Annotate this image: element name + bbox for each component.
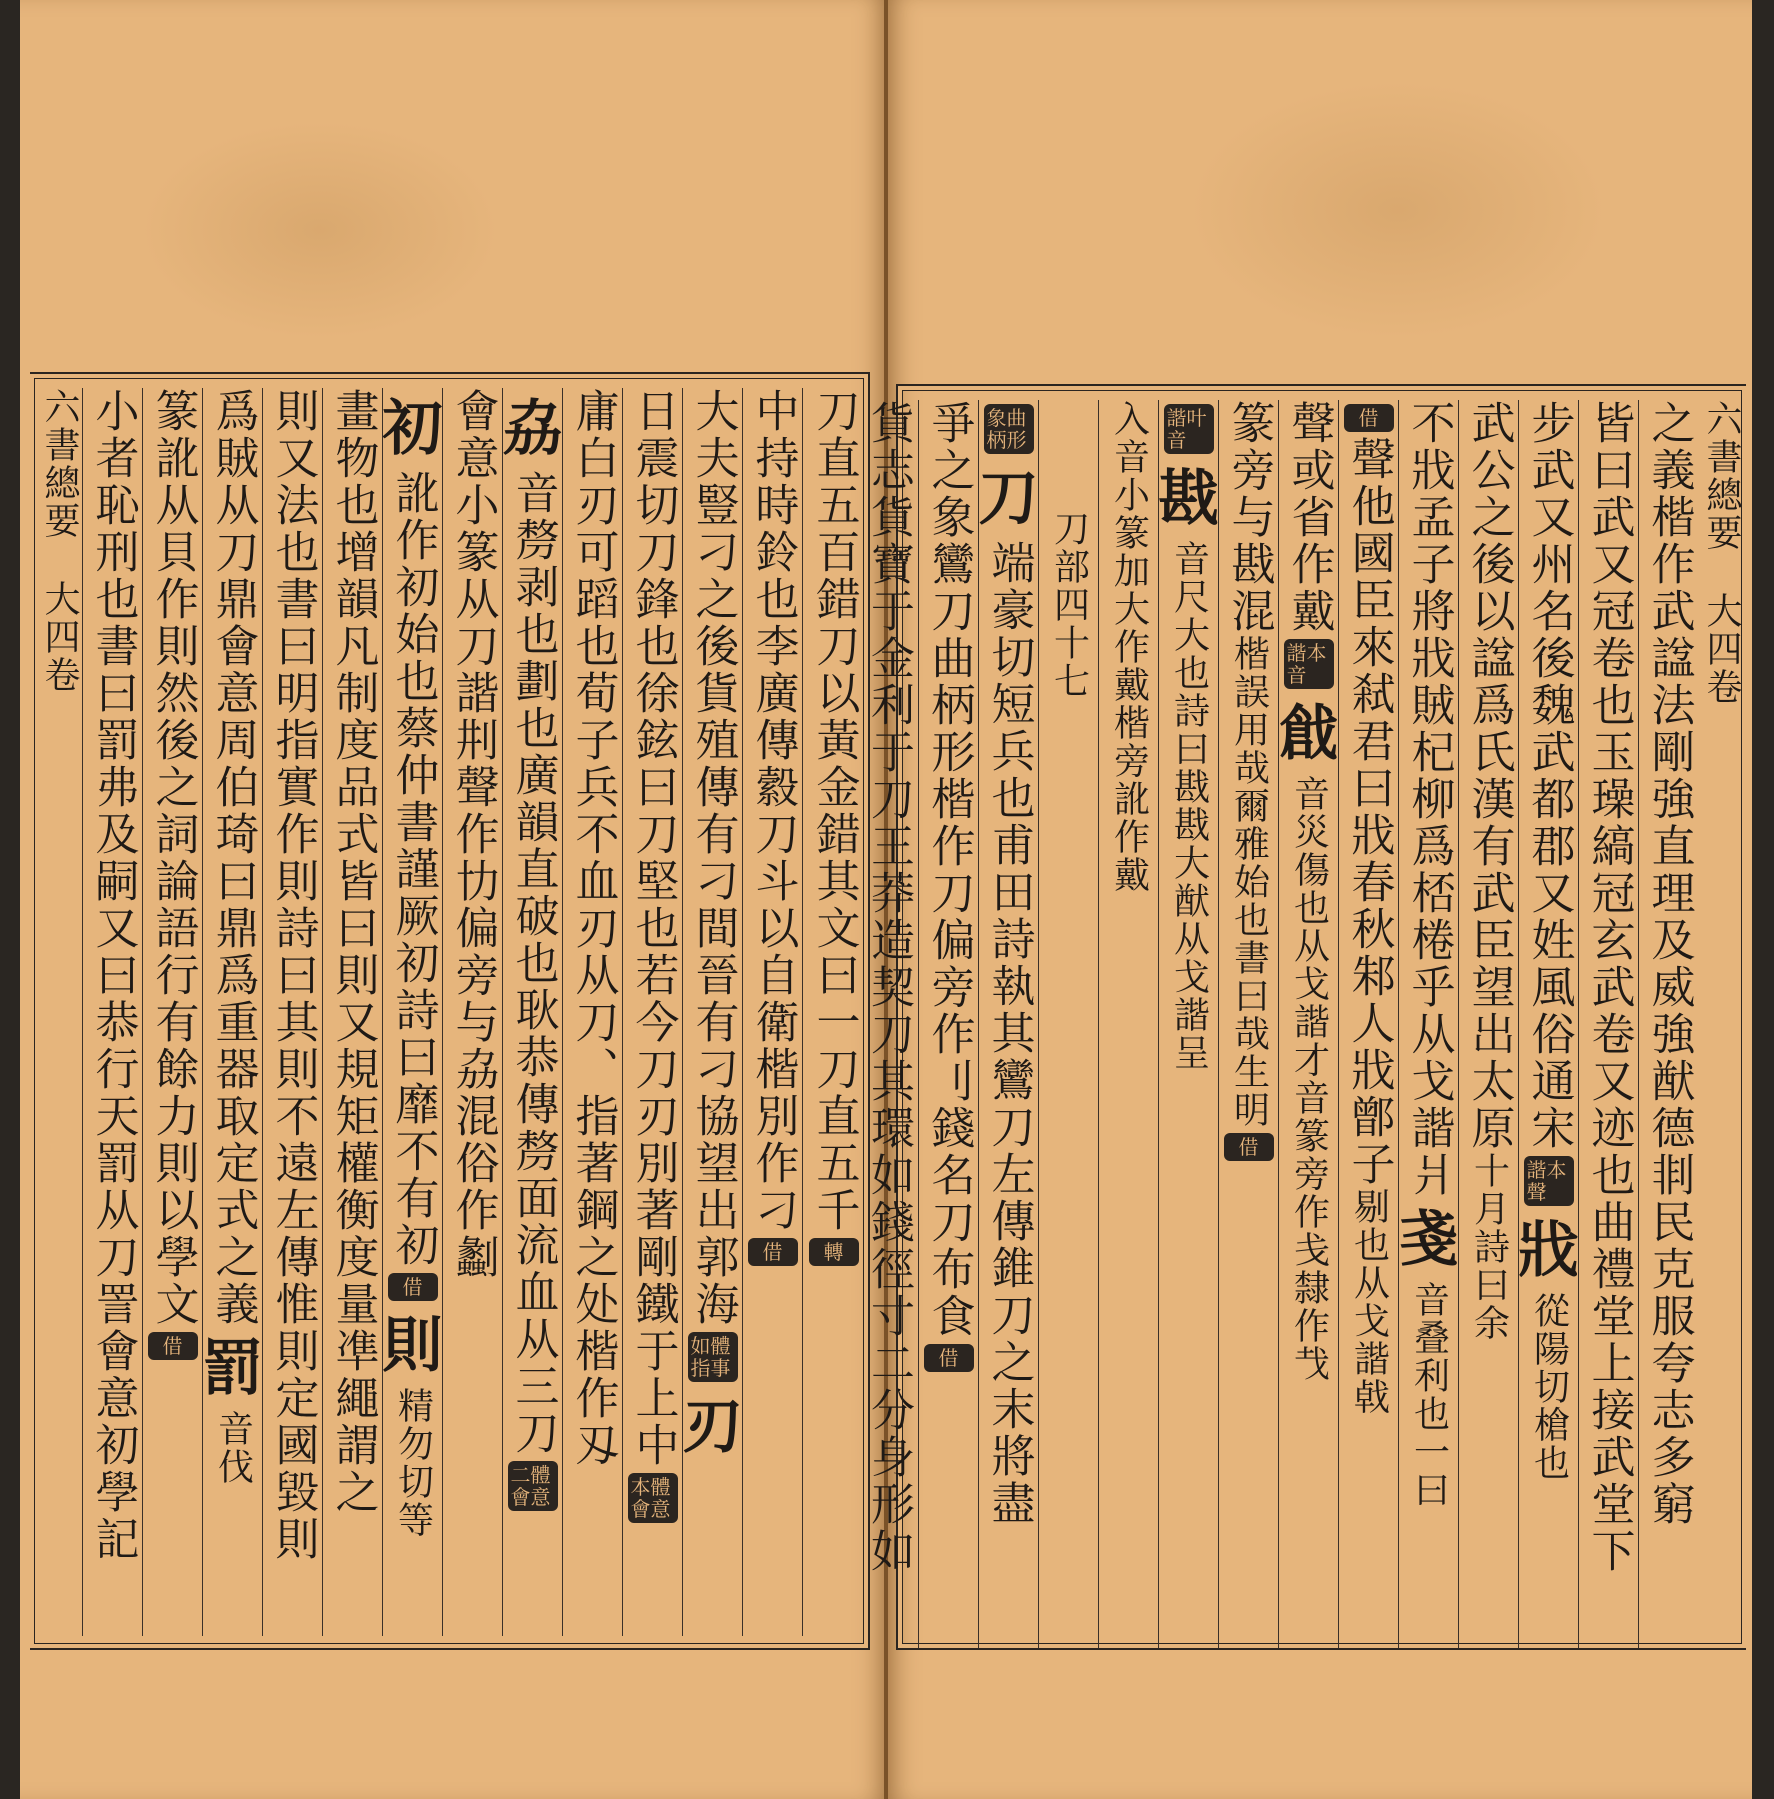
left-col-10: 則又法也書曰明指實作則詩曰其則不遠左傳惟則定國毀則 [262, 388, 322, 1636]
right-col-7: 聲或省作戴 諧本音 戧 音災傷也从戈諧才音篆旁作戋隸作𢦏 [1278, 400, 1338, 1648]
left-col-6: 劦 音剺剥也劃也廣韻直破也耿恭傳剺面流血从三刀 二體會意 [502, 388, 562, 1636]
right-col-10: 入音小篆加大作戴楷旁訛作戴 [1098, 400, 1158, 1648]
seal-character: 戡 [1158, 464, 1218, 534]
left-col-1: 刀直五百錯刀以黃金錯其文曰一刀直五千 轉 [802, 388, 864, 1636]
seal-character: 刃 [682, 1392, 742, 1462]
right-col-3: 步武又州名後魏武都郡又姓風俗通宋 諧本聲 戕 從陽切槍也 [1518, 400, 1578, 1648]
seal-character: 刀 [978, 464, 1038, 534]
seal-character: 戔 [1398, 1205, 1458, 1275]
left-margin-title: 六書總要 大四卷 [39, 388, 80, 694]
left-col-12: 篆訛从貝作則然後之詞論語行有餘力則以學文 借 [142, 388, 202, 1636]
seal-zhuan: 轉 [809, 1238, 859, 1266]
right-col-12: 象曲柄形 刀 端豪切短兵也甫田詩執其鸞刀左傳錐刀之末將盡 [978, 400, 1038, 1648]
right-col-13: 爭之象鸞刀曲柄形楷作刀偏旁作刂錢名刀布食 借 [918, 400, 978, 1648]
left-col-7: 會意小篆从刀諧㓝聲作㔹偏旁与劦混俗作劙 [442, 388, 502, 1636]
right-col-6: 借 聲他國臣來弒君曰戕春秋邾人戕鄫子 剔也从戈諧㦸 [1338, 400, 1398, 1648]
left-col-11: 爲賊从刀鼎會意周伯琦曰鼎爲重器取定式之義 罰 音伐 [202, 388, 262, 1636]
left-col-2: 中持時鈴也李廣傳縠刀斗以自衛楷別作刁 借 [742, 388, 802, 1636]
seal-character: 則 [382, 1311, 442, 1381]
seal-character: 戧 [1278, 699, 1338, 769]
left-col-9: 畫物也增韻凡制度品式皆曰則又規矩權衡度量凖繩謂之 [322, 388, 382, 1636]
right-col-9: 諧叶音 戡 音尺大也詩曰戡戡大猷从戈諧呈 [1158, 400, 1218, 1648]
seal-character: 初 [382, 394, 442, 464]
left-page [20, 0, 886, 1799]
left-col-5: 庸白刃可蹈也荀子兵不血刃从刀、指著鋼之处楷作刄 [562, 388, 622, 1636]
right-col-5: 不戕孟子將戕賊杞柳爲桮棬乎从戈諧爿 戔 音叠利也一曰 [1398, 400, 1458, 1648]
right-col-14: 貨志貨寶于金利于刀王莽造契刀其環如錢徑寸二分身形如 [863, 400, 914, 1575]
right-text-frame [863, 384, 1746, 1650]
left-col-4: 日震切刀鋒也徐鉉曰刀堅也若今刀刃別著剛鐵于上中 本體會意 [622, 388, 682, 1636]
left-col-3: 大夫豎刁之後貨殖傳有刁間晉有刁協望出郭海 如體指事 刃 [682, 388, 742, 1636]
right-col-1: 之義楷作武諡法剛強直理及威強猷德剕民克服夸志多窮 [1638, 400, 1698, 1648]
left-col-13: 小者恥刑也書曰罰弗及嗣又曰恭行天罰从刀詈會意初學記 [82, 388, 142, 1636]
seal-character: 罰 [202, 1334, 262, 1404]
seal-character: 劦 [502, 394, 562, 464]
right-col-11-section-heading: 刀部四十七 [1038, 400, 1098, 1648]
right-col-4: 武公之後以諡爲氏漢有武臣望出太原 十月詩曰余 [1458, 400, 1518, 1648]
right-page [863, 0, 1752, 1799]
left-col-8: 初 訛作初始也蔡仲書謹厥初詩曰靡不有初 借 則 精勿切等 [382, 388, 442, 1636]
right-margin-title: 六書總要 大四卷 [1701, 400, 1742, 706]
right-col-2: 皆曰武又冠卷也玉璪縞冠玄武卷又迹也曲禮堂上接武堂下 [1578, 400, 1638, 1648]
seal-character: 戕 [1518, 1216, 1578, 1286]
left-text-frame [30, 372, 870, 1650]
right-col-8: 篆旁与戡混 楷誤用哉爾雅始也書曰哉生明 借 [1218, 400, 1278, 1648]
